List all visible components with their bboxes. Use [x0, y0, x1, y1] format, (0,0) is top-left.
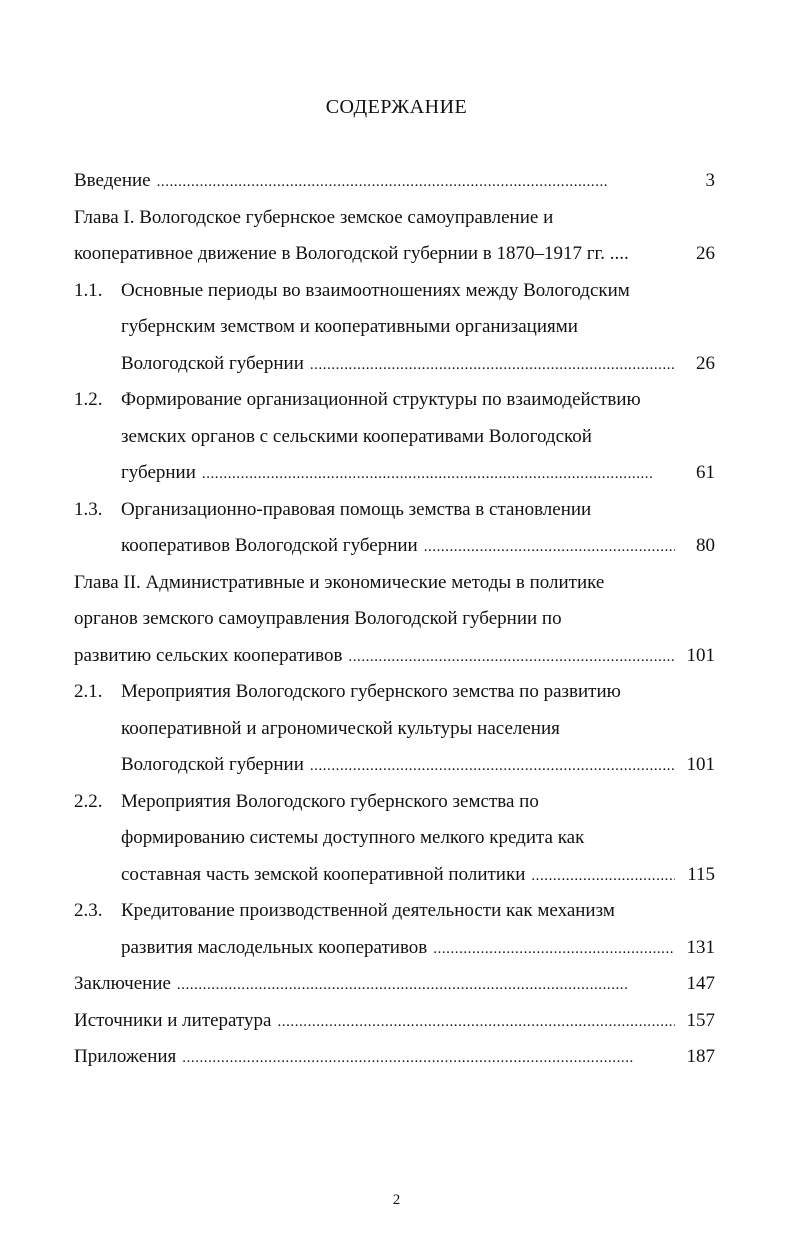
dot-leader — [310, 347, 675, 384]
toc-entry-text: Заключение — [74, 973, 171, 994]
toc-chapter-2-line-2[interactable] — [74, 601, 715, 638]
toc-page-number: 157 — [686, 1009, 715, 1031]
toc-section-2-1-line-2[interactable] — [74, 711, 715, 748]
toc-section-1-2-line-3[interactable] — [74, 455, 715, 492]
toc-entry-text: развития маслодельных кооперативов — [121, 936, 428, 958]
toc-entry-text: Мероприятия Вологодского губернского земства по — [121, 790, 539, 812]
dot-leader — [433, 931, 675, 968]
page-number: 2 — [392, 1192, 401, 1208]
toc-section-1-2-line-2[interactable] — [74, 419, 715, 456]
toc-entry-text: составная часть земской кооперативной политики — [121, 863, 526, 885]
toc-entry-sources[interactable] — [74, 1003, 715, 1040]
toc-section-number: 2.3. — [74, 900, 103, 921]
toc-entry-text: органов земского самоуправления Вологодской губернии по — [74, 608, 562, 629]
toc-page-number: 80 — [696, 535, 715, 556]
toc-page-number: 101 — [686, 644, 715, 666]
toc-entry-text: Мероприятия Вологодского губернского земства по развитию — [121, 681, 621, 702]
toc-entry-text: Глава II. Административные и экономические методы в политике — [74, 571, 605, 593]
toc-section-2-2-line-1[interactable] — [74, 784, 715, 821]
dot-leader — [278, 1004, 676, 1041]
toc-entry-text: Вологодской губернии — [121, 754, 304, 775]
toc-section-number: 2.1. — [74, 681, 103, 702]
toc-entry-appendix[interactable] — [74, 1039, 715, 1076]
toc-entry-text: Вологодской губернии — [121, 352, 304, 374]
toc-chapter-1-line-1[interactable] — [74, 200, 715, 237]
toc-entry-text: Кредитование производственной деятельности как механизм — [121, 900, 615, 921]
toc-entry-text: Источники и литература — [74, 1009, 272, 1031]
toc-section-number: 1.2. — [74, 389, 103, 410]
toc-entry-text: земских органов с сельскими кооперативами Вологодской — [121, 425, 592, 447]
dot-leader — [202, 456, 675, 493]
toc-page-number: 26 — [696, 243, 715, 264]
toc-entry-text: кооперативной и агрономической культуры населения — [121, 717, 560, 739]
toc-page-number: 147 — [686, 973, 715, 994]
toc-section-1-1-line-1[interactable] — [74, 273, 715, 310]
toc-entry-text: развитию сельских кооперативов — [74, 644, 343, 666]
toc-section-number: 2.2. — [74, 790, 103, 812]
toc-entry-text: Введение — [74, 170, 151, 191]
toc-page-number: 115 — [687, 863, 715, 885]
toc-entry-text: Глава I. Вологодское губернское земское самоуправление и — [74, 206, 554, 228]
toc-page-number: 26 — [696, 352, 715, 374]
toc-section-1-3-line-2[interactable] — [74, 528, 715, 565]
toc-section-1-1-line-3[interactable] — [74, 346, 715, 383]
toc-entry-conclusion[interactable] — [74, 966, 715, 1003]
toc-entry-text: Организационно-правовая помощь земства в становлении — [121, 498, 592, 520]
toc-section-number: 1.1. — [74, 279, 103, 301]
toc-entry-text: формированию системы доступного мелкого кредита как — [121, 827, 585, 848]
toc-section-1-2-line-1[interactable] — [74, 382, 715, 419]
dot-leader — [177, 967, 675, 1004]
toc-section-2-3-line-1[interactable] — [74, 893, 715, 930]
toc-entry-text: кооперативное движение в Вологодской губернии в 1870–1917 гг. .... — [74, 243, 629, 264]
toc-chapter-2-line-1[interactable] — [74, 565, 715, 602]
toc-section-number: 1.3. — [74, 498, 103, 520]
toc-entry-text: Формирование организационной структуры по взаимодействию — [121, 389, 641, 410]
toc-page-number: 187 — [686, 1046, 715, 1067]
table-of-contents — [74, 163, 715, 1076]
toc-entry-text: губернским земством и кооперативными организациями — [121, 316, 578, 337]
page-title: СОДЕРЖАНИЕ — [325, 96, 468, 118]
toc-section-2-1-line-1[interactable] — [74, 674, 715, 711]
toc-entry-introduction[interactable] — [74, 163, 715, 200]
toc-entry-text: губернии — [121, 462, 196, 483]
toc-chapter-2-line-3[interactable] — [74, 638, 715, 675]
dot-leader — [310, 748, 675, 785]
toc-section-2-2-line-3[interactable] — [74, 857, 715, 894]
toc-entry-text: Приложения — [74, 1046, 177, 1067]
toc-section-2-1-line-3[interactable] — [74, 747, 715, 784]
toc-section-1-3-line-1[interactable] — [74, 492, 715, 529]
toc-section-2-2-line-2[interactable] — [74, 820, 715, 857]
dot-leader — [348, 639, 675, 676]
toc-section-1-1-line-2[interactable] — [74, 309, 715, 346]
toc-entry-text: кооперативов Вологодской губернии — [121, 535, 418, 556]
dot-leader — [424, 529, 675, 566]
toc-section-2-3-line-2[interactable] — [74, 930, 715, 967]
toc-page-number: 3 — [705, 170, 715, 191]
toc-entry-text: Основные периоды во взаимоотношениях между Вологодским — [121, 279, 630, 301]
dot-leader — [182, 1040, 675, 1077]
toc-page-number: 131 — [686, 936, 715, 958]
toc-page-number: 101 — [686, 754, 715, 775]
toc-chapter-1-line-2[interactable] — [74, 236, 715, 273]
dot-leader — [531, 858, 675, 895]
dot-leader — [157, 164, 675, 201]
toc-page-number: 61 — [696, 462, 715, 483]
